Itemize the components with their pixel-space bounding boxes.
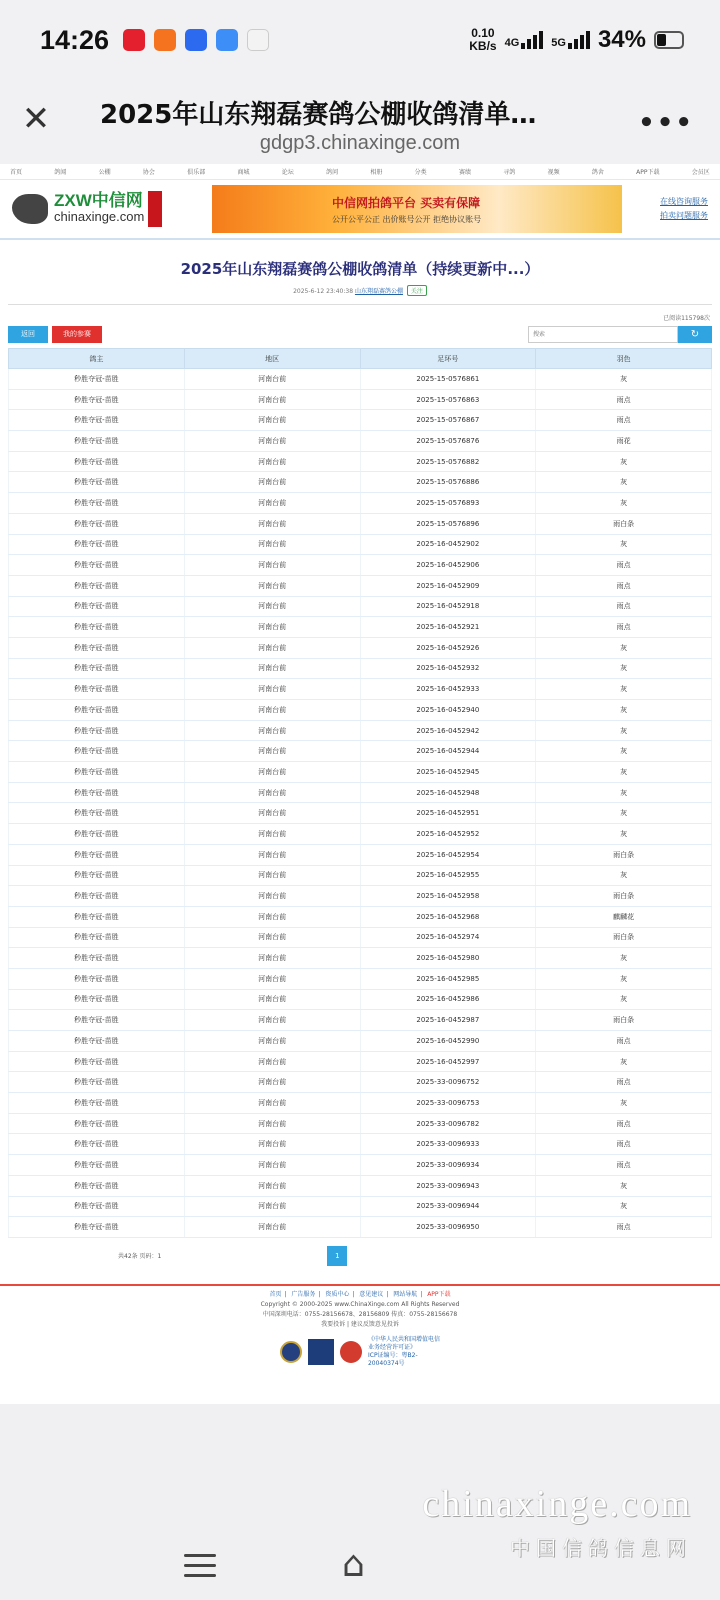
region-cell: 河南台前 [184,451,360,472]
region-cell: 河南台前 [184,1010,360,1031]
region-cell: 河南台前 [184,927,360,948]
owner-cell: 秒胜夺冠-苗胜 [9,948,185,969]
ring-number-cell: 2025-16-0452990 [360,1031,536,1052]
ring-number-cell: 2025-15-0576893 [360,493,536,514]
owner-cell: 秒胜夺冠-苗胜 [9,782,185,803]
owner-cell: 秒胜夺冠-苗胜 [9,596,185,617]
owner-cell: 秒胜夺冠-苗胜 [9,1093,185,1114]
signal-5g-icon: 5G [551,31,590,49]
nav-item[interactable]: 视频 [547,169,560,176]
table-toolbar [0,324,720,344]
ring-number-cell: 2025-16-0452902 [360,534,536,555]
nav-item[interactable]: 鸽舍 [591,169,604,176]
owner-cell: 秒胜夺冠-苗胜 [9,844,185,865]
color-cell: 灰 [536,679,712,700]
owner-cell: 秒胜夺冠-苗胜 [9,1155,185,1176]
police-badge-icon[interactable] [280,1341,302,1363]
column-header: 羽色 [536,349,712,369]
color-cell: 灰 [536,658,712,679]
ring-number-cell: 2025-15-0576863 [360,389,536,410]
ad-banner[interactable]: 中信网拍鸽平台 买卖有保障 公开公平公正 出价账号公开 拒绝协议账号 [212,185,622,233]
watermark-cn: 中国信鸽信息网 [510,1536,692,1560]
ring-number-cell: 2025-16-0452951 [360,803,536,824]
ring-number-cell: 2025-16-0452955 [360,865,536,886]
owner-cell: 秒胜夺冠-苗胜 [9,1196,185,1217]
table-row [9,1155,712,1176]
owner-cell: 秒胜夺冠-苗胜 [9,824,185,845]
color-cell: 灰 [536,782,712,803]
table-row [9,410,712,431]
ring-number-cell: 2025-16-0452948 [360,782,536,803]
table-row [9,803,712,824]
region-cell: 河南台前 [184,803,360,824]
color-cell: 雨点 [536,1155,712,1176]
nav-item[interactable]: 会员区 [691,169,710,176]
color-cell: 雨点 [536,1072,712,1093]
ring-number-cell: 2025-16-0452974 [360,927,536,948]
table-row [9,968,712,989]
region-cell: 河南台前 [184,989,360,1010]
nav-item[interactable]: 寻鸽 [503,169,516,176]
ring-number-cell: 2025-16-0452932 [360,658,536,679]
region-cell: 河南台前 [184,782,360,803]
color-cell: 灰 [536,803,712,824]
region-cell: 河南台前 [184,700,360,721]
owner-cell: 秒胜夺冠-苗胜 [9,762,185,783]
article-title: 2025年山东翔磊赛鸽公棚收鸽清单（持续更新中...） [180,260,540,278]
region-cell: 河南台前 [184,493,360,514]
table-row [9,1175,712,1196]
footer-link[interactable]: 首页 [269,1290,282,1298]
ring-number-cell: 2025-16-0452952 [360,824,536,845]
color-cell: 雨点 [536,1217,712,1238]
icp-license[interactable]: 《中华人民共和国增值电信 业务经营许可证》 ICP证编号：粤B2- 20040374号 [367,1335,440,1367]
column-header: 鸽主 [9,349,185,369]
ring-number-cell: 2025-15-0576867 [360,410,536,431]
service-link-1[interactable]: 在线咨询服务 [660,197,708,206]
table-row [9,679,712,700]
footer-link[interactable]: 网站导航 [393,1290,418,1298]
signal-4g-icon: 4G [505,31,544,49]
ring-number-cell: 2025-16-0452926 [360,637,536,658]
owner-cell: 秒胜夺冠-苗胜 [9,886,185,907]
follow-badge[interactable]: 关注 [407,285,427,296]
app-icon-map [247,29,269,51]
nav-item[interactable]: 分类 [414,169,427,176]
ring-number-cell: 2025-33-0096943 [360,1175,536,1196]
region-cell: 河南台前 [184,886,360,907]
owner-cell: 秒胜夺冠-苗胜 [9,1134,185,1155]
owner-cell: 秒胜夺冠-苗胜 [9,700,185,721]
ring-number-cell: 2025-15-0576876 [360,431,536,452]
region-cell: 河南台前 [184,679,360,700]
owner-cell: 秒胜夺冠-苗胜 [9,989,185,1010]
owner-cell: 秒胜夺冠-苗胜 [9,658,185,679]
ring-number-cell: 2025-16-0452918 [360,596,536,617]
nav-item[interactable]: 商城 [237,169,250,176]
region-cell: 河南台前 [184,369,360,390]
industry-badge-icon[interactable] [340,1341,362,1363]
top-nav [0,164,720,180]
ring-number-cell: 2025-33-0096752 [360,1072,536,1093]
color-cell: 灰 [536,369,712,390]
table-row [9,451,712,472]
ring-number-cell: 2025-15-0576882 [360,451,536,472]
region-cell: 河南台前 [184,948,360,969]
article-meta [0,285,720,296]
table-row [9,906,712,927]
region-cell: 河南台前 [184,741,360,762]
browser-bottom-area [0,1404,720,1600]
region-cell: 河南台前 [184,865,360,886]
network-speed: 0.10 KB/s [469,26,497,53]
service-link-2[interactable]: 拍卖问题服务 [660,211,708,220]
color-cell: 灰 [536,1093,712,1114]
owner-cell: 秒胜夺冠-苗胜 [9,906,185,927]
column-header: 地区 [184,349,360,369]
region-cell: 河南台前 [184,906,360,927]
back-button[interactable]: 返回 [8,326,48,343]
color-cell: 雨点 [536,555,712,576]
nav-item[interactable]: APP下载 [636,169,660,176]
color-cell: 雨白条 [536,927,712,948]
owner-cell: 秒胜夺冠-苗胜 [9,534,185,555]
table-row [9,369,712,390]
table-row [9,1072,712,1093]
owner-cell: 秒胜夺冠-苗胜 [9,865,185,886]
table-row [9,865,712,886]
color-cell: 雨白条 [536,886,712,907]
region-cell: 河南台前 [184,1072,360,1093]
ring-number-cell: 2025-16-0452958 [360,886,536,907]
ring-number-cell: 2025-16-0452909 [360,575,536,596]
pagination [0,1244,720,1268]
table-row [9,927,712,948]
app-icon-baidu [185,29,207,51]
ring-number-cell: 2025-16-0452942 [360,720,536,741]
ring-number-cell: 2025-33-0096934 [360,1155,536,1176]
table-row [9,1010,712,1031]
color-cell: 雨白条 [536,844,712,865]
color-cell: 灰 [536,824,712,845]
region-cell: 河南台前 [184,617,360,638]
ring-number-cell: 2025-16-0452906 [360,555,536,576]
ring-number-cell: 2025-16-0452945 [360,762,536,783]
color-cell: 雨点 [536,575,712,596]
region-cell: 河南台前 [184,1093,360,1114]
region-cell: 河南台前 [184,575,360,596]
watermark-domain: chinaxinge.com [422,1483,692,1525]
table-row [9,1217,712,1238]
color-cell: 灰 [536,1051,712,1072]
owner-cell: 秒胜夺冠-苗胜 [9,741,185,762]
owner-cell: 秒胜夺冠-苗胜 [9,1031,185,1052]
table-row [9,1196,712,1217]
color-cell: 雨点 [536,1113,712,1134]
color-cell: 灰 [536,1175,712,1196]
table-row [9,782,712,803]
nav-item[interactable]: 首页 [10,169,23,176]
nav-item[interactable]: 协会 [142,169,155,176]
page-url: gdgp3.chinaxinge.com [259,132,461,154]
color-cell: 灰 [536,451,712,472]
owner-cell: 秒胜夺冠-苗胜 [9,617,185,638]
color-cell: 雨花 [536,431,712,452]
region-cell: 河南台前 [184,1217,360,1238]
menu-icon[interactable] [184,1554,216,1584]
table-row [9,493,712,514]
footer-link[interactable]: APP下载 [427,1290,451,1298]
table-row [9,472,712,493]
table-row [9,513,712,534]
owner-cell: 秒胜夺冠-苗胜 [9,1113,185,1134]
owner-cell: 秒胜夺冠-苗胜 [9,472,185,493]
region-cell: 河南台前 [184,472,360,493]
view-count: 已阅读115798次 [663,315,710,322]
footer-link[interactable]: 意见建议 [359,1290,384,1298]
table-row [9,431,712,452]
color-cell: 灰 [536,741,712,762]
region-cell: 河南台前 [184,968,360,989]
app-icon-orange [154,29,176,51]
more-icon[interactable]: ••• [638,108,694,138]
site-logo[interactable]: ZXW中信网 chinaxinge.com [12,184,202,234]
table-row [9,1134,712,1155]
table-row [9,575,712,596]
color-cell: 灰 [536,762,712,783]
owner-cell: 秒胜夺冠-苗胜 [9,720,185,741]
ring-number-cell: 2025-16-0452940 [360,700,536,721]
contact-phone: 中国深圳电话：0755-28156678、28156809 传真：0755-28156678 [262,1310,458,1318]
table-row [9,720,712,741]
nav-item[interactable]: 公棚 [98,169,111,176]
table-row [9,762,712,783]
owner-cell: 秒胜夺冠-苗胜 [9,410,185,431]
cyber-police-icon[interactable] [308,1339,334,1365]
region-cell: 河南台前 [184,513,360,534]
region-cell: 河南台前 [184,637,360,658]
color-cell: 麒麟花 [536,906,712,927]
region-cell: 河南台前 [184,389,360,410]
nav-item[interactable]: 鸽问 [326,169,339,176]
ring-number-cell: 2025-33-0096944 [360,1196,536,1217]
color-cell: 灰 [536,534,712,555]
table-row [9,658,712,679]
app-icon-blue [216,29,238,51]
table-row [9,1051,712,1072]
footer-links: 首页 | 广告服务 | 资质中心 | 意见建议 | 网站导航 | APP下载 [269,1290,451,1298]
region-cell: 河南台前 [184,1051,360,1072]
browser-header [0,80,720,164]
nav-item[interactable]: 论坛 [281,169,294,176]
table-row [9,824,712,845]
ring-number-cell: 2025-16-0452933 [360,679,536,700]
color-cell: 灰 [536,948,712,969]
color-cell: 灰 [536,1196,712,1217]
column-header: 足环号 [360,349,536,369]
ring-number-cell: 2025-33-0096782 [360,1113,536,1134]
page-title: 2025年山东翔磊赛鸽公棚收鸽清单… [100,100,537,130]
ring-number-cell: 2025-16-0452954 [360,844,536,865]
nav-item[interactable]: 俱乐部 [187,169,206,176]
region-cell: 河南台前 [184,596,360,617]
table-header-row [9,349,712,369]
pigeon-table [8,348,712,1238]
region-cell: 河南台前 [184,1031,360,1052]
region-cell: 河南台前 [184,1113,360,1134]
report-links[interactable]: 我要投诉 | 建议反馈意见投诉 [321,1320,399,1328]
certification-badges [0,1336,720,1368]
footer [0,1284,720,1368]
color-cell: 灰 [536,700,712,721]
clock: 14:26 [40,24,110,55]
table-row [9,534,712,555]
ring-number-cell: 2025-33-0096933 [360,1134,536,1155]
page-1-button[interactable]: 1 [327,1246,347,1266]
divider [8,304,712,305]
region-cell: 河南台前 [184,1134,360,1155]
owner-cell: 秒胜夺冠-苗胜 [9,513,185,534]
battery-percent: 34% [597,26,646,53]
color-cell: 雨白条 [536,513,712,534]
owner-cell: 秒胜夺冠-苗胜 [9,1072,185,1093]
table-body [9,369,712,1238]
copyright: Copyright © 2000-2025 www.ChinaXinge.com All Rights Reserved [260,1300,460,1308]
search-input[interactable] [528,326,678,343]
owner-cell: 秒胜夺冠-苗胜 [9,1051,185,1072]
color-cell: 雨点 [536,1031,712,1052]
table-row [9,700,712,721]
color-cell: 雨点 [536,1134,712,1155]
table-row [9,1093,712,1114]
table-row [9,1031,712,1052]
region-cell: 河南台前 [184,844,360,865]
owner-cell: 秒胜夺冠-苗胜 [9,369,185,390]
color-cell: 灰 [536,472,712,493]
ring-number-cell: 2025-33-0096950 [360,1217,536,1238]
owner-cell: 秒胜夺冠-苗胜 [9,431,185,452]
footer-link[interactable]: 广告服务 [291,1290,316,1298]
table-row [9,989,712,1010]
ring-number-cell: 2025-16-0452986 [360,989,536,1010]
ring-number-cell: 2025-16-0452980 [360,948,536,969]
region-cell: 河南台前 [184,1196,360,1217]
ring-number-cell: 2025-16-0452985 [360,968,536,989]
owner-cell: 秒胜夺冠-苗胜 [9,575,185,596]
region-cell: 河南台前 [184,658,360,679]
ring-number-cell: 2025-16-0452921 [360,617,536,638]
color-cell: 雨点 [536,596,712,617]
close-icon[interactable]: ✕ [21,99,51,139]
region-cell: 河南台前 [184,534,360,555]
ring-number-cell: 2025-16-0452997 [360,1051,536,1072]
table-row [9,844,712,865]
ring-number-cell: 2025-15-0576886 [360,472,536,493]
app-icon-red [123,29,145,51]
owner-cell: 秒胜夺冠-苗胜 [9,493,185,514]
article-date: 2025-6-12 23:40:38 [293,288,354,295]
region-cell: 河南台前 [184,1175,360,1196]
ring-number-cell: 2025-33-0096753 [360,1093,536,1114]
nav-item[interactable]: 赛绩 [458,169,471,176]
side-links [660,195,708,223]
table-row [9,637,712,658]
region-cell: 河南台前 [184,762,360,783]
owner-cell: 秒胜夺冠-苗胜 [9,803,185,824]
region-cell: 河南台前 [184,431,360,452]
color-cell: 雨点 [536,410,712,431]
status-bar [0,0,720,80]
color-cell: 雨点 [536,617,712,638]
region-cell: 河南台前 [184,720,360,741]
owner-cell: 秒胜夺冠-苗胜 [9,555,185,576]
table-row [9,741,712,762]
seal-icon [148,191,162,227]
battery-icon [654,31,684,49]
owner-cell: 秒胜夺冠-苗胜 [9,968,185,989]
region-cell: 河南台前 [184,1155,360,1176]
pager-summary: 共42条 页码：1 [118,1253,162,1261]
table-row [9,886,712,907]
owner-cell: 秒胜夺冠-苗胜 [9,637,185,658]
owner-cell: 秒胜夺冠-苗胜 [9,679,185,700]
owner-cell: 秒胜夺冠-苗胜 [9,451,185,472]
ring-number-cell: 2025-16-0452987 [360,1010,536,1031]
ring-number-cell: 2025-16-0452944 [360,741,536,762]
table-row [9,389,712,410]
region-cell: 河南台前 [184,555,360,576]
nav-item[interactable]: 相册 [370,169,383,176]
my-entries-button[interactable]: 我的参赛 [52,326,102,343]
region-cell: 河南台前 [184,410,360,431]
color-cell: 灰 [536,720,712,741]
color-cell: 灰 [536,989,712,1010]
color-cell: 雨点 [536,389,712,410]
owner-cell: 秒胜夺冠-苗胜 [9,1217,185,1238]
table-row [9,555,712,576]
table-row [9,596,712,617]
owner-cell: 秒胜夺冠-苗胜 [9,1175,185,1196]
webpage-content [0,164,720,1404]
nav-item[interactable]: 鸽闻 [54,169,67,176]
search-icon[interactable]: ↻ [678,326,712,343]
color-cell: 雨白条 [536,1010,712,1031]
pigeon-logo-icon [12,194,48,224]
table-row [9,617,712,638]
color-cell: 灰 [536,968,712,989]
home-icon[interactable]: ⌂ [342,1544,365,1585]
region-cell: 河南台前 [184,824,360,845]
ring-number-cell: 2025-15-0576861 [360,369,536,390]
ring-number-cell: 2025-16-0452968 [360,906,536,927]
site-banner [0,180,720,240]
owner-cell: 秒胜夺冠-苗胜 [9,1010,185,1031]
color-cell: 灰 [536,493,712,514]
owner-cell: 秒胜夺冠-苗胜 [9,927,185,948]
color-cell: 灰 [536,637,712,658]
article-category[interactable]: 山东翔磊赛鸽公棚 [354,288,403,295]
owner-cell: 秒胜夺冠-苗胜 [9,389,185,410]
footer-link[interactable]: 资质中心 [325,1290,350,1298]
color-cell: 灰 [536,865,712,886]
table-row [9,1113,712,1134]
ring-number-cell: 2025-15-0576896 [360,513,536,534]
table-row [9,948,712,969]
